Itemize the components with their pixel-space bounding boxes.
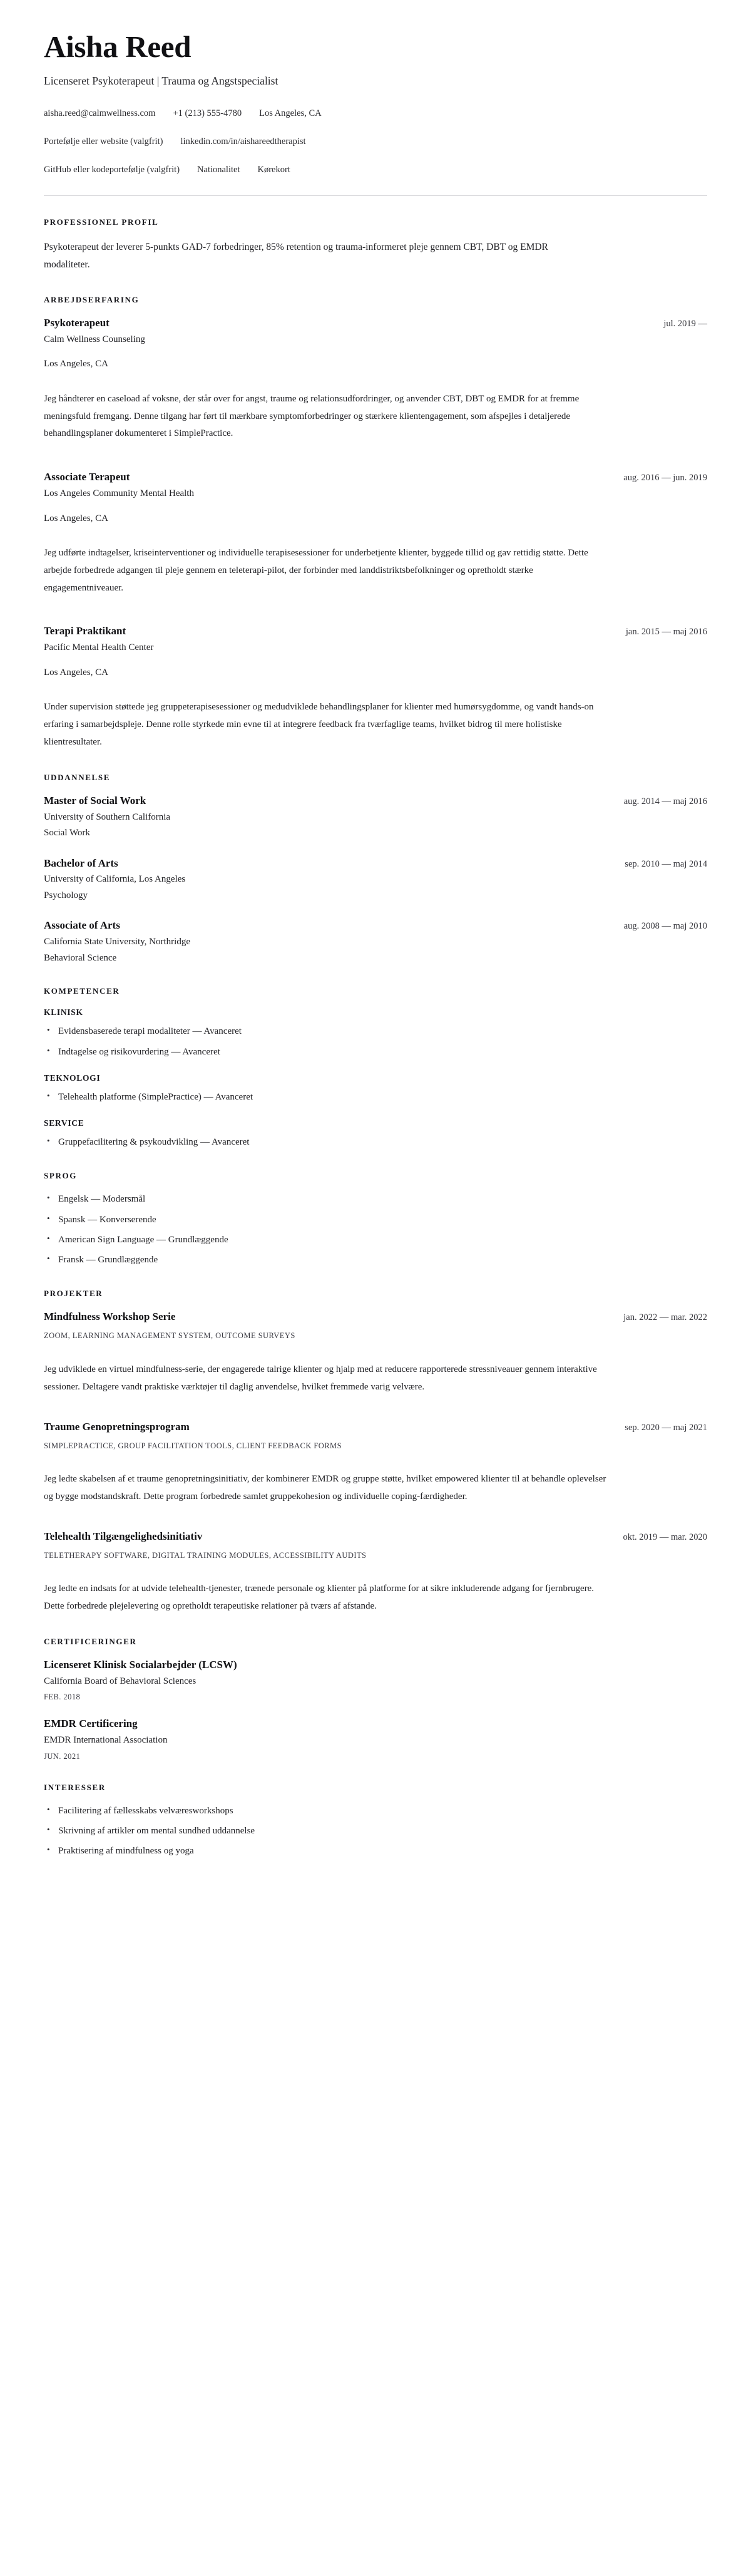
contact-row-web xyxy=(44,135,707,149)
experience-entry xyxy=(44,316,707,443)
project-tech-list: ZOOM, LEARNING MANAGEMENT SYSTEM, OUTCOME SURVEYS xyxy=(44,1331,295,1341)
education-school: University of California, Los Angeles xyxy=(44,874,186,885)
experience-date-range: jul. 2019 — xyxy=(663,319,707,329)
experience-job-title: Psykoterapeut xyxy=(44,317,110,329)
education-school: University of Southern California xyxy=(44,811,171,822)
skill-group-klinisk xyxy=(44,1007,707,1059)
section-skills xyxy=(44,986,707,1150)
section-title-experience: ARBEJDSERFARING xyxy=(44,295,140,305)
language-item: • Fransk — Grundlæggende xyxy=(44,1253,707,1267)
resume-header xyxy=(44,30,707,196)
skill-item: • Telehealth platforme (SimplePractice) — Avanceret xyxy=(44,1090,707,1105)
language-list xyxy=(44,1192,707,1267)
experience-location: Los Angeles, CA xyxy=(44,667,108,677)
skill-item: • Indtagelse og risikovurdering — Avanceret xyxy=(44,1045,707,1059)
skill-group-teknologi xyxy=(44,1073,707,1105)
interest-item: • Skrivning af artikler om mental sundhed uddannelse xyxy=(44,1824,707,1838)
education-date-range: aug. 2014 — maj 2016 xyxy=(623,796,707,806)
project-name: Mindfulness Workshop Serie xyxy=(44,1311,176,1323)
section-title-certifications: CERTIFICERINGER xyxy=(44,1636,137,1646)
education-date-range: aug. 2008 — maj 2010 xyxy=(623,921,707,932)
project-entry xyxy=(44,1420,707,1506)
education-entry-head xyxy=(44,794,707,808)
project-description: Jeg ledte en indsats for at udvide telehealth-tjenester, trænede personale og klienter på platforme for at sikre inkluderende adgang for fjernbrugere. Dette forbedrede plejelevering og opretholdt terapeutiske relationer på tværs af afstande. xyxy=(44,1584,595,1612)
language-item: • Engelsk — Modersmål xyxy=(44,1192,707,1207)
summary-text: Psykoterapeut der leverer 5-punkts GAD-7 forbedringer, 85% retention og trauma-informeret pleje gennem CBT, DBT og EMDR modaliteter. xyxy=(44,241,548,270)
interest-list xyxy=(44,1804,707,1859)
experience-description: Jeg håndterer en caseload af voksne, der står over for angst, traume og relationsudfordringer, og anvender CBT, DBT og EMDR for at fremme meningsfuld fremgang. Denne tilgang har ført til mærkbare symptomforbedringer og stærkere klientengagement, som afspejles i detaljerede behandlingsplaner dokumenteret i SimplePractice. xyxy=(44,393,580,439)
certification-issuer: California Board of Behavioral Sciences xyxy=(44,1676,197,1686)
contact-portfolio[interactable]: Portefølje eller website (valgfrit) xyxy=(44,137,163,147)
project-date-range: okt. 2019 — mar. 2020 xyxy=(623,1532,707,1542)
project-date-range: sep. 2020 — maj 2021 xyxy=(625,1422,707,1433)
project-name: Traume Genopretningsprogram xyxy=(44,1420,190,1433)
project-date-range: jan. 2022 — mar. 2022 xyxy=(623,1312,707,1323)
experience-organization: Calm Wellness Counseling xyxy=(44,334,145,344)
certification-entry xyxy=(44,1717,707,1761)
section-certifications xyxy=(44,1637,707,1761)
project-tech-list: TELETHERAPY SOFTWARE, DIGITAL TRAINING MODULES, ACCESSIBILITY AUDITS xyxy=(44,1550,367,1560)
contact-github[interactable]: GitHub eller kodeportefølje (valgfrit) xyxy=(44,164,180,175)
project-tech-list: SIMPLEPRACTICE, GROUP FACILITATION TOOLS, CLIENT FEEDBACK FORMS xyxy=(44,1441,342,1450)
language-item: • Spansk — Konverserende xyxy=(44,1213,707,1227)
contact-linkedin[interactable]: linkedin.com/in/aishareedtherapist xyxy=(180,137,306,147)
project-entry-head xyxy=(44,1310,707,1324)
section-projects xyxy=(44,1289,707,1615)
contact-row-extra xyxy=(44,163,707,177)
education-date-range: sep. 2010 — maj 2014 xyxy=(625,858,707,869)
education-entry-head xyxy=(44,857,707,871)
project-entry xyxy=(44,1530,707,1615)
section-education xyxy=(44,773,707,966)
interest-item: • Praktisering af mindfulness og yoga xyxy=(44,1844,707,1858)
education-entry xyxy=(44,919,707,965)
project-description: Jeg ledte skabelsen af et traume genopretningsinitiativ, der kombinerer EMDR og gruppe støtte, hvilket empowered klienter til at behandle oplevelser og bygge modstandskraft. Dette program forbedrede samlet gruppekohesion og individuelle coping-færdigheder. xyxy=(44,1474,606,1502)
education-field: Psychology xyxy=(44,890,88,900)
certification-issuer: EMDR International Association xyxy=(44,1735,168,1746)
section-interests xyxy=(44,1783,707,1859)
experience-date-range: aug. 2016 — jun. 2019 xyxy=(623,473,707,483)
contact-nationality: Nationalitet xyxy=(197,164,240,175)
skill-list xyxy=(44,1135,707,1150)
experience-entry-head xyxy=(44,470,707,485)
section-title-projects: PROJEKTER xyxy=(44,1289,103,1299)
skill-group-label: TEKNOLOGI xyxy=(44,1073,101,1083)
section-title-skills: KOMPETENCER xyxy=(44,986,120,996)
certification-entry xyxy=(44,1658,707,1702)
project-description: Jeg udviklede en virtuel mindfulness-serie, der engagerede talrige klienter og hjalp med at reducere rapporterede stressniveauer gennem interaktive sessioner. Deltagere vandt praktiske værktøjer til daglig anvendelse, hvilket fremmede varig velvære. xyxy=(44,1364,597,1392)
experience-location: Los Angeles, CA xyxy=(44,513,108,523)
header-divider xyxy=(44,195,707,196)
skill-group-label: SERVICE xyxy=(44,1118,84,1128)
education-entry-head xyxy=(44,919,707,933)
contact-phone[interactable]: +1 (213) 555-4780 xyxy=(173,108,242,119)
section-experience xyxy=(44,295,707,751)
education-degree: Bachelor of Arts xyxy=(44,857,118,869)
skill-list xyxy=(44,1024,707,1059)
candidate-name: Aisha Reed xyxy=(44,29,192,64)
experience-entry-head xyxy=(44,316,707,331)
experience-job-title: Associate Terapeut xyxy=(44,471,130,483)
experience-entry xyxy=(44,470,707,597)
education-field: Social Work xyxy=(44,828,90,838)
project-entry xyxy=(44,1310,707,1396)
skill-group-label: KLINISK xyxy=(44,1007,83,1018)
education-field: Behavioral Science xyxy=(44,952,117,963)
certification-date: JUN. 2021 xyxy=(44,1751,81,1761)
language-item: • American Sign Language — Grundlæggende xyxy=(44,1233,707,1247)
project-entry-head xyxy=(44,1420,707,1435)
certification-name: EMDR Certificering xyxy=(44,1718,138,1730)
project-name: Telehealth Tilgængelighedsinitiativ xyxy=(44,1530,203,1542)
education-entry xyxy=(44,857,707,903)
experience-date-range: jan. 2015 — maj 2016 xyxy=(625,627,707,637)
experience-description: Jeg udførte indtagelser, kriseinterventioner og individuelle terapisesessioner for underbetjente klienter, byggede tillid og gav rettidig støtte. Dette arbejde forbedrede adgangen til pleje gennem en teleterapi-pilot, der forbinder med landdistriktsbefolkninger og opretholdt stærke engagementniveauer. xyxy=(44,548,588,593)
experience-job-title: Terapi Praktikant xyxy=(44,625,126,637)
section-title-interests: INTERESSER xyxy=(44,1782,106,1792)
experience-organization: Pacific Mental Health Center xyxy=(44,642,154,653)
skill-item: • Gruppefacilitering & psykoudvikling — Avanceret xyxy=(44,1135,707,1150)
section-title-languages: SPROG xyxy=(44,1171,78,1181)
experience-organization: Los Angeles Community Mental Health xyxy=(44,488,194,499)
candidate-headline: Licenseret Psykoterapeut | Trauma og Angstspecialist xyxy=(44,74,278,87)
interest-item: • Facilitering af fællesskabs velværesworkshops xyxy=(44,1804,707,1818)
certification-date: FEB. 2018 xyxy=(44,1692,81,1702)
project-entry-head xyxy=(44,1530,707,1544)
education-school: California State University, Northridge xyxy=(44,937,190,947)
contact-row-primary xyxy=(44,107,707,121)
section-title-education: UDDANNELSE xyxy=(44,772,111,782)
contact-email[interactable]: aisha.reed@calmwellness.com xyxy=(44,108,156,119)
experience-entry-head xyxy=(44,624,707,639)
contact-location: Los Angeles, CA xyxy=(259,108,322,119)
experience-location: Los Angeles, CA xyxy=(44,359,108,369)
experience-description: Under supervision støttede jeg gruppeterapisesessioner og medudviklede behandlingsplaner for klienter med humørsygdomme, og vandt hands-on erfaring i samarbejdspleje. Denne rolle styrkede min evne til at integrere feedback fra tværfaglige teams, hvilket bidrog til mere holistiske klientresultater. xyxy=(44,702,594,747)
education-entry xyxy=(44,794,707,840)
skill-list xyxy=(44,1090,707,1105)
skill-group-service xyxy=(44,1118,707,1150)
education-degree: Master of Social Work xyxy=(44,794,146,806)
education-degree: Associate of Arts xyxy=(44,919,120,932)
section-title-summary: PROFESSIONEL PROFIL xyxy=(44,217,159,227)
contact-driving-license: Kørekort xyxy=(257,164,290,175)
section-summary xyxy=(44,217,707,274)
skill-item: • Evidensbaserede terapi modaliteter — Avanceret xyxy=(44,1024,707,1039)
section-languages xyxy=(44,1171,707,1267)
experience-entry xyxy=(44,624,707,751)
certification-name: Licenseret Klinisk Socialarbejder (LCSW) xyxy=(44,1658,237,1671)
